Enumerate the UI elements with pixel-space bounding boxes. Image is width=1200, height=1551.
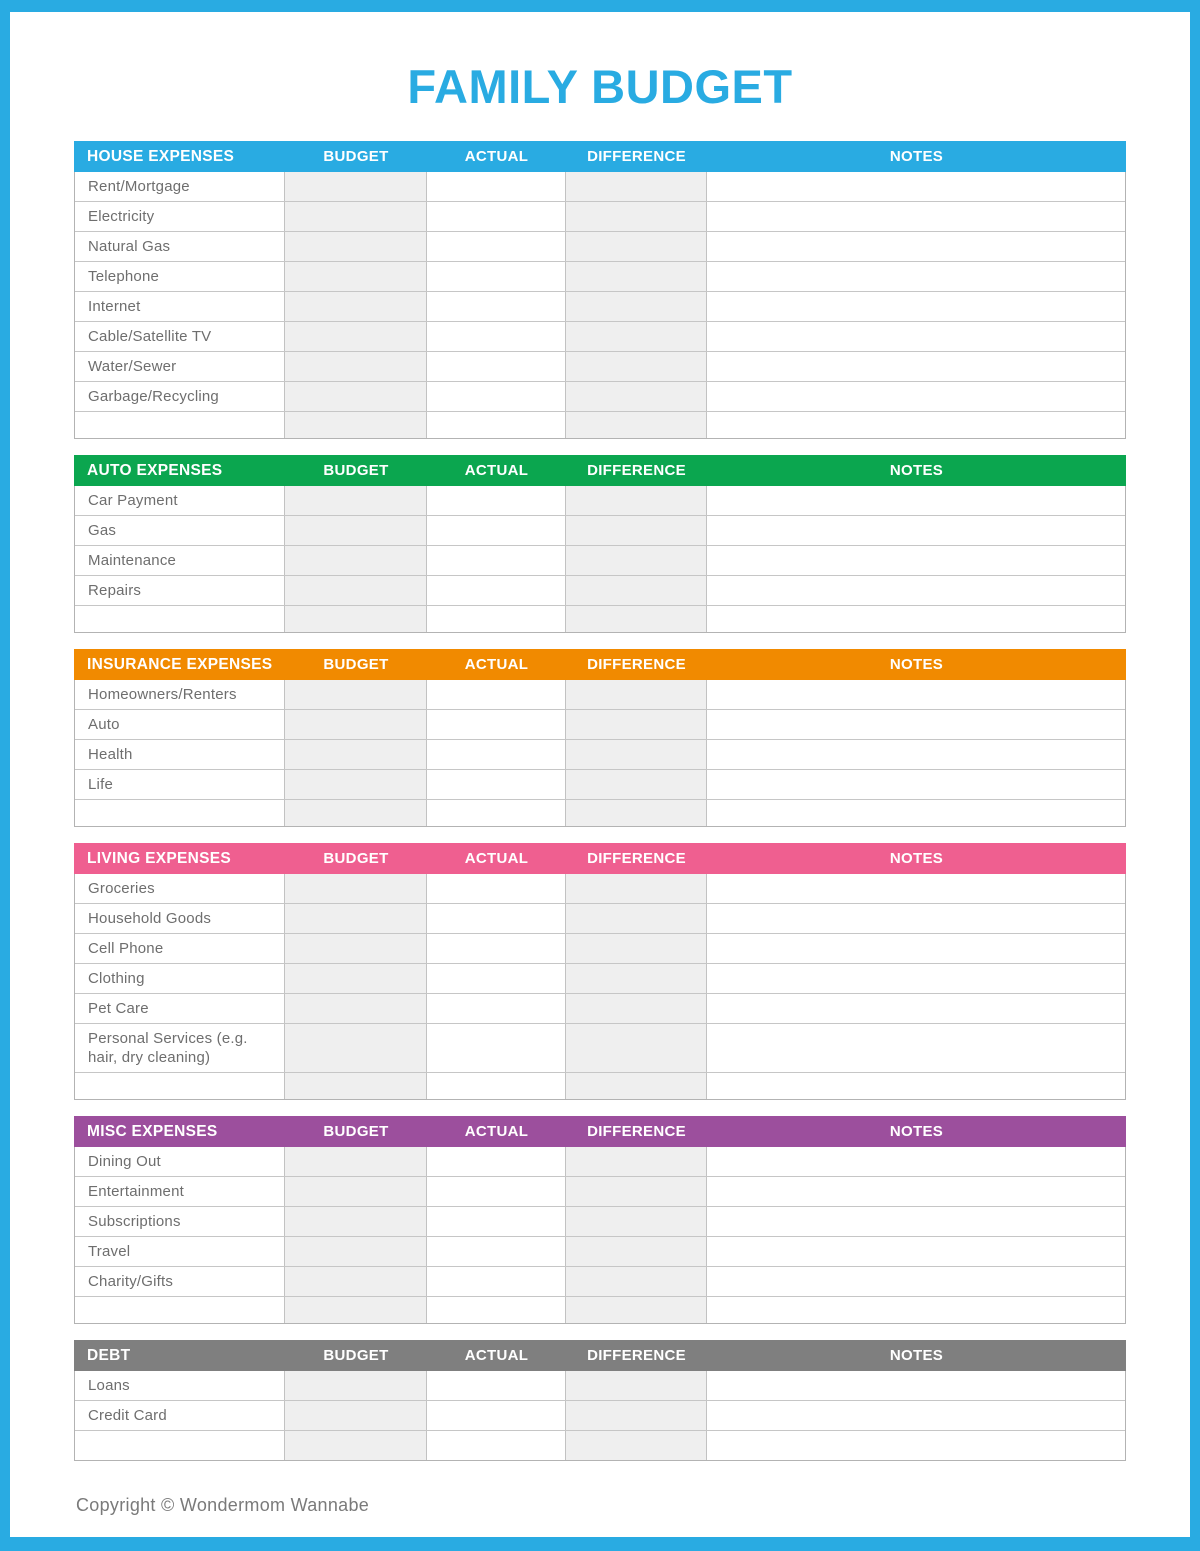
actual-cell[interactable] — [427, 800, 566, 826]
table-row — [75, 740, 1125, 770]
table-row — [75, 1401, 1125, 1431]
column-header-budget: BUDGET — [323, 850, 389, 867]
difference-cell[interactable] — [566, 994, 707, 1023]
table-header — [74, 649, 1126, 680]
table-row — [75, 1267, 1125, 1297]
difference-cell[interactable] — [566, 904, 707, 933]
column-header-notes: NOTES — [889, 1347, 944, 1364]
row-label: Water/Sewer — [75, 352, 285, 381]
page-title: FAMILY BUDGET — [407, 60, 793, 113]
row-label: Travel — [75, 1237, 285, 1266]
column-header-notes: NOTES — [889, 850, 944, 867]
budget-cell[interactable] — [285, 994, 427, 1023]
budget-cell[interactable] — [285, 800, 427, 826]
actual-cell[interactable] — [427, 576, 566, 605]
notes-cell[interactable] — [707, 740, 1125, 769]
actual-cell[interactable] — [427, 770, 566, 799]
actual-cell[interactable] — [427, 1267, 566, 1296]
budget-cell[interactable] — [285, 1024, 427, 1072]
notes-cell[interactable] — [707, 1177, 1125, 1206]
table-row — [75, 486, 1125, 516]
table-row — [75, 352, 1125, 382]
table-row — [75, 680, 1125, 710]
auto-expenses-table — [74, 455, 1126, 633]
actual-cell[interactable] — [427, 202, 566, 231]
difference-cell[interactable] — [566, 232, 707, 261]
actual-cell[interactable] — [427, 1371, 566, 1400]
budget-cell[interactable] — [285, 1237, 427, 1266]
budget-cell[interactable] — [285, 874, 427, 903]
notes-cell[interactable] — [707, 292, 1125, 321]
column-header-difference: DIFFERENCE — [587, 850, 686, 867]
difference-cell[interactable] — [566, 352, 707, 381]
budget-cell[interactable] — [285, 546, 427, 575]
difference-cell[interactable] — [566, 382, 707, 411]
row-label: Cable/Satellite TV — [75, 322, 285, 351]
difference-cell[interactable] — [566, 740, 707, 769]
difference-cell[interactable] — [566, 1431, 707, 1460]
table-header — [74, 1116, 1126, 1147]
notes-cell[interactable] — [707, 1147, 1125, 1176]
row-label: Charity/Gifts — [75, 1267, 285, 1296]
difference-cell[interactable] — [566, 1024, 707, 1072]
table-row — [75, 232, 1125, 262]
row-label: Cell Phone — [75, 934, 285, 963]
difference-cell[interactable] — [566, 934, 707, 963]
actual-cell[interactable] — [427, 1147, 566, 1176]
budget-cell[interactable] — [285, 1401, 427, 1430]
column-header-budget: BUDGET — [323, 1123, 389, 1140]
table-row — [75, 1207, 1125, 1237]
actual-cell[interactable] — [427, 292, 566, 321]
budget-cell[interactable] — [285, 292, 427, 321]
difference-cell[interactable] — [566, 770, 707, 799]
difference-cell[interactable] — [566, 1237, 707, 1266]
row-label: Life — [75, 770, 285, 799]
column-header-notes: NOTES — [889, 462, 944, 479]
row-label: Maintenance — [75, 546, 285, 575]
notes-cell[interactable] — [707, 1401, 1125, 1430]
row-label — [75, 1073, 285, 1099]
column-header-notes: NOTES — [889, 148, 944, 165]
table-body — [74, 1147, 1126, 1324]
actual-cell[interactable] — [427, 262, 566, 291]
difference-cell[interactable] — [566, 1207, 707, 1236]
row-label: Electricity — [75, 202, 285, 231]
budget-cell[interactable] — [285, 232, 427, 261]
budget-cell[interactable] — [285, 964, 427, 993]
table-row — [75, 874, 1125, 904]
difference-cell[interactable] — [566, 1267, 707, 1296]
notes-cell[interactable] — [707, 800, 1125, 826]
actual-cell[interactable] — [427, 322, 566, 351]
difference-cell[interactable] — [566, 202, 707, 231]
difference-cell[interactable] — [566, 576, 707, 605]
column-header-actual: ACTUAL — [464, 148, 529, 165]
row-label: Groceries — [75, 874, 285, 903]
table-row-empty — [75, 1297, 1125, 1323]
table-row-empty — [75, 1431, 1125, 1460]
budget-cell[interactable] — [285, 770, 427, 799]
difference-cell[interactable] — [566, 1297, 707, 1323]
actual-cell[interactable] — [427, 412, 566, 438]
column-header-actual: ACTUAL — [464, 1123, 529, 1140]
budget-cell[interactable] — [285, 1147, 427, 1176]
section-title: AUTO EXPENSES — [87, 461, 223, 479]
budget-cell[interactable] — [285, 904, 427, 933]
budget-cell[interactable] — [285, 740, 427, 769]
table-row-empty — [75, 412, 1125, 438]
column-header-actual: ACTUAL — [464, 656, 529, 673]
budget-cell[interactable] — [285, 202, 427, 231]
actual-cell[interactable] — [427, 740, 566, 769]
budget-cell[interactable] — [285, 516, 427, 545]
table-row — [75, 516, 1125, 546]
notes-cell[interactable] — [707, 1237, 1125, 1266]
table-body — [74, 172, 1126, 439]
difference-cell[interactable] — [566, 1177, 707, 1206]
actual-cell[interactable] — [427, 1073, 566, 1099]
misc-expenses-table — [74, 1116, 1126, 1324]
notes-cell[interactable] — [707, 874, 1125, 903]
table-row — [75, 1237, 1125, 1267]
budget-cell[interactable] — [285, 934, 427, 963]
actual-cell[interactable] — [427, 606, 566, 632]
row-label: Natural Gas — [75, 232, 285, 261]
notes-cell[interactable] — [707, 486, 1125, 515]
notes-cell[interactable] — [707, 1431, 1125, 1460]
notes-cell[interactable] — [707, 770, 1125, 799]
row-label: Personal Services (e.g. hair, dry cleaning) — [75, 1024, 285, 1072]
row-label: Car Payment — [75, 486, 285, 515]
row-label — [75, 606, 285, 632]
table-row — [75, 964, 1125, 994]
actual-cell[interactable] — [427, 1401, 566, 1430]
difference-cell[interactable] — [566, 680, 707, 709]
table-row — [75, 202, 1125, 232]
notes-cell[interactable] — [707, 232, 1125, 261]
notes-cell[interactable] — [707, 352, 1125, 381]
notes-cell[interactable] — [707, 1073, 1125, 1099]
row-label: Health — [75, 740, 285, 769]
notes-cell[interactable] — [707, 964, 1125, 993]
difference-cell[interactable] — [566, 322, 707, 351]
row-label: Repairs — [75, 576, 285, 605]
row-label: Clothing — [75, 964, 285, 993]
budget-cell[interactable] — [285, 1073, 427, 1099]
section-title: LIVING EXPENSES — [87, 849, 232, 867]
table-row — [75, 576, 1125, 606]
actual-cell[interactable] — [427, 1431, 566, 1460]
difference-cell[interactable] — [566, 262, 707, 291]
house-expenses-table — [74, 141, 1126, 439]
notes-cell[interactable] — [707, 1371, 1125, 1400]
actual-cell[interactable] — [427, 382, 566, 411]
budget-cell[interactable] — [285, 680, 427, 709]
actual-cell[interactable] — [427, 232, 566, 261]
actual-cell[interactable] — [427, 352, 566, 381]
difference-cell[interactable] — [566, 546, 707, 575]
row-label: Telephone — [75, 262, 285, 291]
budget-cell[interactable] — [285, 1371, 427, 1400]
actual-cell[interactable] — [427, 874, 566, 903]
actual-cell[interactable] — [427, 710, 566, 739]
table-row — [75, 1024, 1125, 1073]
row-label — [75, 800, 285, 826]
notes-cell[interactable] — [707, 1024, 1125, 1072]
budget-cell[interactable] — [285, 1177, 427, 1206]
budget-cell[interactable] — [285, 1297, 427, 1323]
budget-cell[interactable] — [285, 382, 427, 411]
notes-cell[interactable] — [707, 934, 1125, 963]
row-label: Loans — [75, 1371, 285, 1400]
column-header-difference: DIFFERENCE — [587, 1347, 686, 1364]
column-header-difference: DIFFERENCE — [587, 1123, 686, 1140]
notes-cell[interactable] — [707, 1267, 1125, 1296]
column-header-notes: NOTES — [889, 1123, 944, 1140]
notes-cell[interactable] — [707, 606, 1125, 632]
budget-cell[interactable] — [285, 576, 427, 605]
row-label: Rent/Mortgage — [75, 172, 285, 201]
table-row — [75, 322, 1125, 352]
table-row — [75, 770, 1125, 800]
actual-cell[interactable] — [427, 680, 566, 709]
table-row-empty — [75, 1073, 1125, 1099]
row-label: Homeowners/Renters — [75, 680, 285, 709]
living-expenses-table — [74, 843, 1126, 1100]
difference-cell[interactable] — [566, 710, 707, 739]
table-header — [74, 843, 1126, 874]
notes-cell[interactable] — [707, 904, 1125, 933]
table-row — [75, 1177, 1125, 1207]
column-header-budget: BUDGET — [323, 148, 389, 165]
row-label: Internet — [75, 292, 285, 321]
notes-cell[interactable] — [707, 680, 1125, 709]
difference-cell[interactable] — [566, 172, 707, 201]
table-row-empty — [75, 800, 1125, 826]
notes-cell[interactable] — [707, 172, 1125, 201]
actual-cell[interactable] — [427, 964, 566, 993]
row-label: Gas — [75, 516, 285, 545]
table-row — [75, 1371, 1125, 1401]
row-label: Dining Out — [75, 1147, 285, 1176]
section-title: DEBT — [87, 1346, 131, 1364]
notes-cell[interactable] — [707, 412, 1125, 438]
budget-cell[interactable] — [285, 352, 427, 381]
insurance-expenses-table — [74, 649, 1126, 827]
budget-cell[interactable] — [285, 486, 427, 515]
table-body — [74, 486, 1126, 633]
table-header — [74, 455, 1126, 486]
difference-cell[interactable] — [566, 800, 707, 826]
actual-cell[interactable] — [427, 904, 566, 933]
table-row — [75, 1147, 1125, 1177]
table-body — [74, 874, 1126, 1100]
actual-cell[interactable] — [427, 1237, 566, 1266]
debt-table — [74, 1340, 1126, 1461]
notes-cell[interactable] — [707, 262, 1125, 291]
budget-cell[interactable] — [285, 710, 427, 739]
budget-cell[interactable] — [285, 606, 427, 632]
notes-cell[interactable] — [707, 994, 1125, 1023]
column-header-actual: ACTUAL — [464, 1347, 529, 1364]
difference-cell[interactable] — [566, 292, 707, 321]
column-header-budget: BUDGET — [323, 1347, 389, 1364]
table-row-empty — [75, 606, 1125, 632]
table-row — [75, 172, 1125, 202]
column-header-difference: DIFFERENCE — [587, 148, 686, 165]
actual-cell[interactable] — [427, 516, 566, 545]
notes-cell[interactable] — [707, 1297, 1125, 1323]
difference-cell[interactable] — [566, 1371, 707, 1400]
table-row — [75, 904, 1125, 934]
row-label — [75, 412, 285, 438]
budget-cell[interactable] — [285, 322, 427, 351]
copyright-text: Copyright © Wondermom Wannabe — [76, 1495, 370, 1515]
difference-cell[interactable] — [566, 412, 707, 438]
notes-cell[interactable] — [707, 576, 1125, 605]
column-header-difference: DIFFERENCE — [587, 656, 686, 673]
row-label: Garbage/Recycling — [75, 382, 285, 411]
column-header-actual: ACTUAL — [464, 462, 529, 479]
table-row — [75, 710, 1125, 740]
row-label: Subscriptions — [75, 1207, 285, 1236]
actual-cell[interactable] — [427, 1297, 566, 1323]
column-header-difference: DIFFERENCE — [587, 462, 686, 479]
notes-cell[interactable] — [707, 516, 1125, 545]
row-label: Entertainment — [75, 1177, 285, 1206]
difference-cell[interactable] — [566, 486, 707, 515]
budget-cell[interactable] — [285, 172, 427, 201]
table-body — [74, 680, 1126, 827]
notes-cell[interactable] — [707, 382, 1125, 411]
budget-cell[interactable] — [285, 1207, 427, 1236]
actual-cell[interactable] — [427, 546, 566, 575]
row-label: Household Goods — [75, 904, 285, 933]
row-label — [75, 1431, 285, 1460]
row-label: Auto — [75, 710, 285, 739]
column-header-actual: ACTUAL — [464, 850, 529, 867]
budget-cell[interactable] — [285, 412, 427, 438]
table-row — [75, 292, 1125, 322]
column-header-notes: NOTES — [889, 656, 944, 673]
section-title: HOUSE EXPENSES — [87, 147, 235, 165]
notes-cell[interactable] — [707, 1207, 1125, 1236]
difference-cell[interactable] — [566, 606, 707, 632]
notes-cell[interactable] — [707, 546, 1125, 575]
budget-cell[interactable] — [285, 262, 427, 291]
row-label: Credit Card — [75, 1401, 285, 1430]
table-header — [74, 1340, 1126, 1371]
column-header-budget: BUDGET — [323, 462, 389, 479]
budget-cell[interactable] — [285, 1267, 427, 1296]
table-row — [75, 382, 1125, 412]
notes-cell[interactable] — [707, 322, 1125, 351]
notes-cell[interactable] — [707, 202, 1125, 231]
difference-cell[interactable] — [566, 874, 707, 903]
table-row — [75, 262, 1125, 292]
row-label — [75, 1297, 285, 1323]
difference-cell[interactable] — [566, 1401, 707, 1430]
section-title: INSURANCE EXPENSES — [87, 655, 273, 673]
difference-cell[interactable] — [566, 1147, 707, 1176]
column-header-budget: BUDGET — [323, 656, 389, 673]
difference-cell[interactable] — [566, 516, 707, 545]
table-row — [75, 994, 1125, 1024]
row-label: Pet Care — [75, 994, 285, 1023]
table-body — [74, 1371, 1126, 1461]
notes-cell[interactable] — [707, 710, 1125, 739]
difference-cell[interactable] — [566, 1073, 707, 1099]
table-row — [75, 934, 1125, 964]
section-title: MISC EXPENSES — [87, 1122, 218, 1140]
actual-cell[interactable] — [427, 486, 566, 515]
table-row — [75, 546, 1125, 576]
actual-cell[interactable] — [427, 994, 566, 1023]
actual-cell[interactable] — [427, 1024, 566, 1072]
actual-cell[interactable] — [427, 172, 566, 201]
actual-cell[interactable] — [427, 934, 566, 963]
table-header — [74, 141, 1126, 172]
budget-cell[interactable] — [285, 1431, 427, 1460]
actual-cell[interactable] — [427, 1207, 566, 1236]
actual-cell[interactable] — [427, 1177, 566, 1206]
difference-cell[interactable] — [566, 964, 707, 993]
